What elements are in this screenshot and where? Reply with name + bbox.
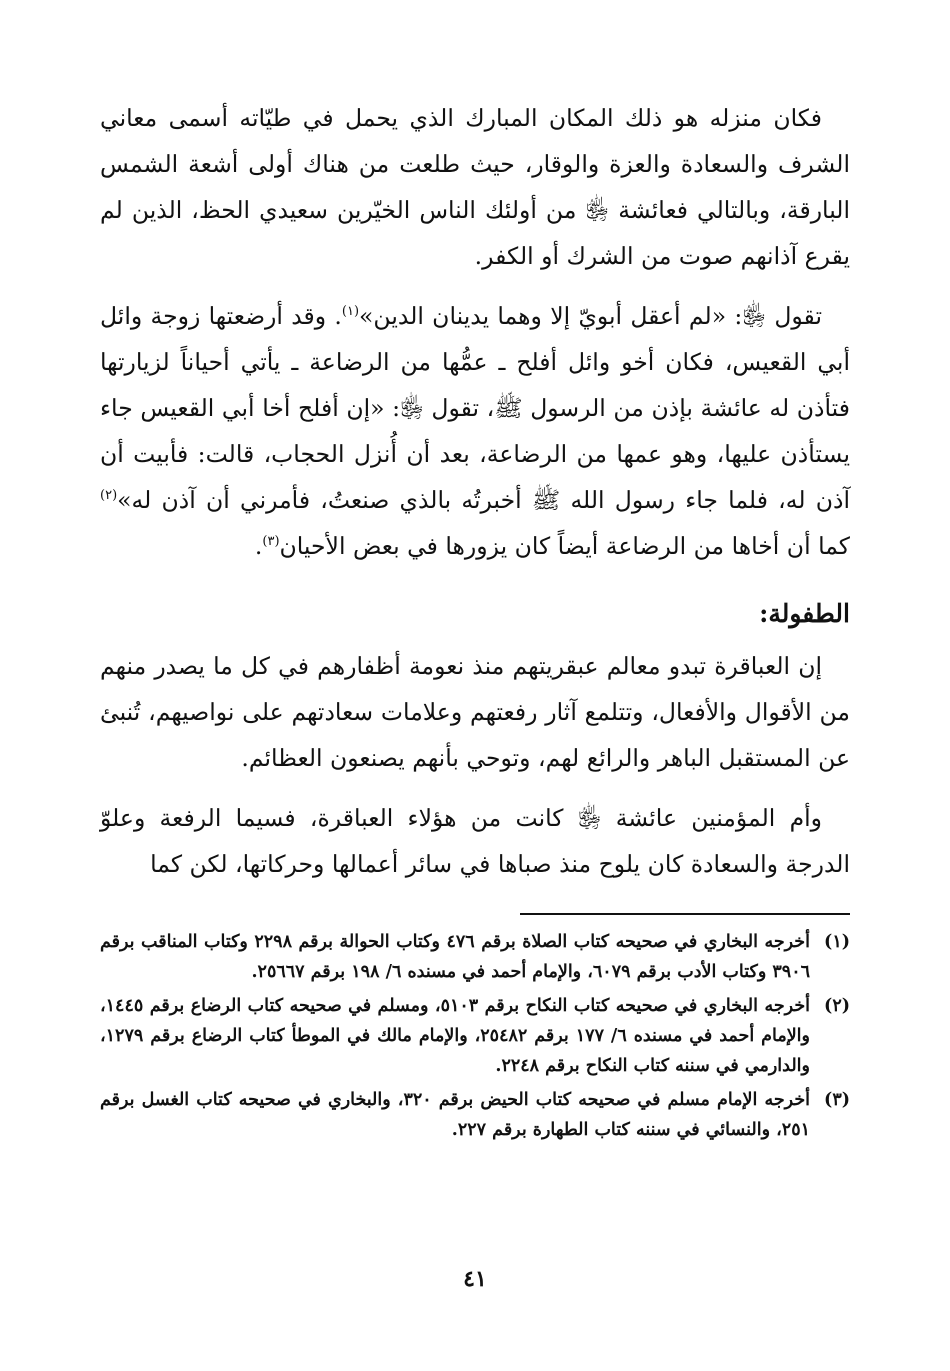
- paragraph-aisha-genius: وأم المؤمنين عائشة ﵂ كانت من هؤلاء العباقرة، فسيما الرفعة وعلوّ الدرجة والسعادة كان يلوح منذ صباها في سائر أعمالها وحركاتها، لكن كما: [100, 804, 850, 878]
- footnote-text: أخرجه الإمام مسلم في صحيحه كتاب الحيض برقم ٣٢٠، والبخاري في صحيحه كتاب الغسل برقم ٢٥١، والنسائي في سننه كتاب الطهارة برقم ٢٢٧.: [100, 1090, 810, 1140]
- page-number: ٤١: [463, 1266, 487, 1292]
- paragraph-quote: [100, 293, 850, 569]
- footnote-2: [100, 991, 850, 1081]
- footnote-3: [100, 1085, 850, 1145]
- paragraph-gap: [100, 279, 850, 293]
- footnote-number: (٢): [824, 996, 850, 1016]
- footnote-separator: [520, 913, 850, 915]
- quote-text-part2: . وقد أرضعتها زوجة وائل أبي القعيس، فكان أخو وائل أفلح ـ عمُّها من الرضاعة ـ يأتي أحياناً لزيارتها فتأذن له عائشة بإذن من الرسول ﷺ، تقول ﵂: «إن أفلح أخا أبي القعيس جاء يستأذن عليها، وهو عمها من الرضاعة، بعد أن أُنزل الحجاب، قالت: فأبيت أن آذن له، فلما جاء رسول الله ﷺ أخبرتُه بالذي صنعتُ، فأمرني أن آذن له»: [100, 302, 850, 514]
- footnote-number: (١): [824, 932, 850, 952]
- paragraph-house: فكان منزله هو ذلك المكان المبارك الذي يحمل في طيّاته أسمى معاني الشرف والسعادة والعزة والوقار، حيث طلعت من هناك أولى أشعة الشمس البارقة، وبالتالي فعائشة ﵂ من أولئك الناس الخيّرين سعيدي الحظ، الذين لم يقرع آذانهم صوت من الشرك أو الكفر.: [100, 104, 850, 270]
- footnote-ref-3[interactable]: (٣): [262, 534, 280, 550]
- footnote-ref-2[interactable]: (٢): [100, 488, 118, 504]
- footnote-text: أخرجه البخاري في صحيحه كتاب الصلاة برقم ٤٧٦ وكتاب الحوالة برقم ٢٢٩٨ وكتاب المناقب برقم ٣٩٠٦ وكتاب الأدب برقم ٦٠٧٩، والإمام أحمد في مسنده ٦/ ١٩٨ برقم ٢٥٦٦٧.: [100, 932, 810, 982]
- quote-text-part3: كما أن أخاها من الرضاعة أيضاً كان يزورها في بعض الأحيان: [279, 532, 850, 560]
- footnote-1: [100, 927, 850, 987]
- quote-text-part1: تقول ﵂: «لم أعقل أبويّ إلا وهما يدينان الدين»: [359, 302, 822, 330]
- footnote-ref-1[interactable]: (١): [341, 304, 360, 320]
- footnote-text: أخرجه البخاري في صحيحه كتاب النكاح برقم ٥١٠٣، ومسلم في صحيحه كتاب الرضاع برقم ١٤٤٥، والإمام أحمد في مسنده ٦/ ١٧٧ برقم ٢٥٤٨٢، والإمام مالك في الموطأ كتاب الرضاع برقم ١٢٧٩، والدارمي في سننه كتاب النكاح برقم ٢٢٤٨.: [100, 996, 811, 1076]
- paragraph-gap: [100, 781, 850, 795]
- footnote-number: (٣): [824, 1090, 850, 1110]
- paragraph-geniuses: إن العباقرة تبدو معالم عبقريتهم منذ نعومة أظفارهم في كل ما يصدر منهم من الأقوال والأفعال، وتتلمع آثار رفعتهم وعلامات سعادتهم على نواصيهم، تُنبئ عن المستقبل الباهر والرائع لهم، وتوحي بأنهم يصنعون العظائم.: [100, 652, 850, 772]
- section-heading-childhood: الطفولة:: [759, 599, 850, 628]
- quote-text-end: .: [254, 532, 263, 560]
